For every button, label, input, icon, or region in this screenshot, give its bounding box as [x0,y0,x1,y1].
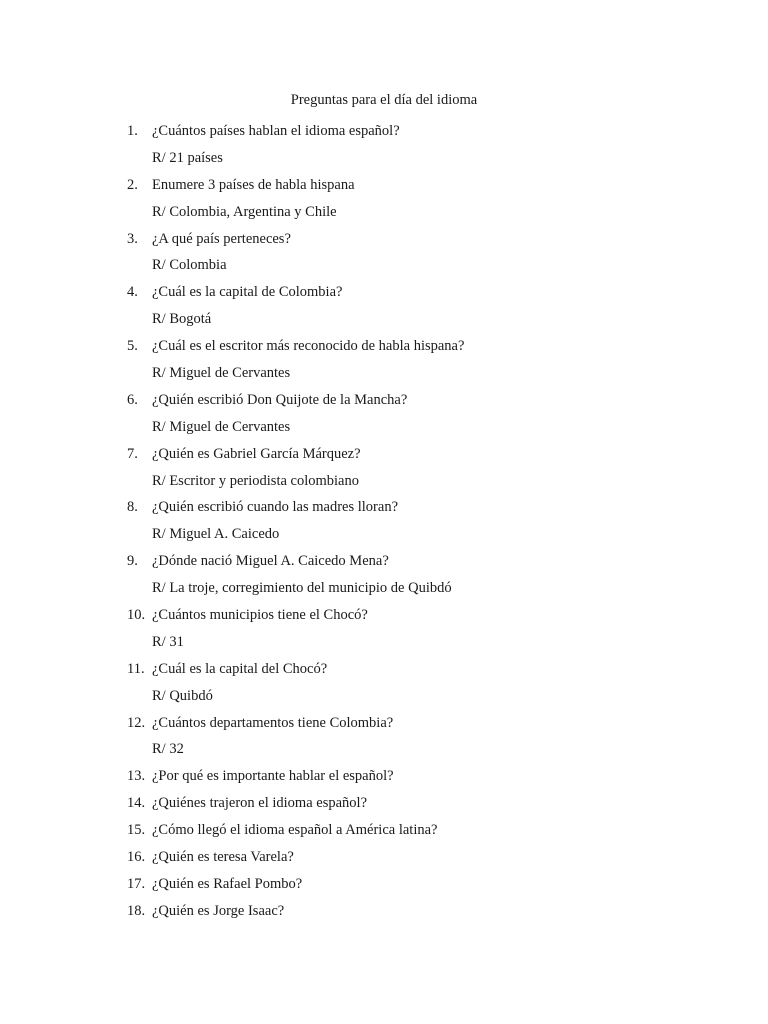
question-number: 9. [127,553,138,570]
question-item [127,548,727,602]
answer-text: R/ Miguel A. Caicedo [152,526,280,543]
question-item [127,441,727,495]
answer-text: R/ 32 [152,741,184,758]
question-number: 12. [127,714,146,731]
question-item [127,118,727,172]
question-line [127,898,727,925]
question-item [127,844,727,871]
question-item [127,602,727,656]
question-text: ¿Quién es Gabriel García Márquez? [152,445,361,462]
question-item [127,494,727,548]
question-list [127,118,727,925]
question-line [127,871,727,898]
question-line [127,790,727,817]
question-number: 13. [127,768,146,785]
question-item [127,226,727,280]
question-number: 7. [127,445,138,462]
question-number: 3. [127,230,138,247]
answer-text: R/ 21 países [152,149,223,166]
answer-text: R/ Colombia, Argentina y Chile [152,203,337,220]
question-line [127,817,727,844]
answer-text: R/ 31 [152,633,184,650]
answer-text: R/ La troje, corregimiento del municipio de Quibdó [152,580,452,597]
question-number: 18. [127,902,146,919]
answer-text: R/ Colombia [152,257,227,274]
question-text: ¿Por qué es importante hablar el español? [152,768,394,785]
question-number: 4. [127,284,138,301]
question-line [127,656,727,683]
question-text: ¿Quién escribió Don Quijote de la Mancha? [152,391,408,408]
question-text: ¿Quién es Jorge Isaac? [152,902,285,919]
question-number: 10. [127,607,146,624]
question-item [127,172,727,226]
question-text: ¿Quién escribió cuando las madres lloran? [152,499,399,516]
question-line [127,118,727,145]
question-number: 17. [127,875,146,892]
question-text: ¿Quiénes trajeron el idioma español? [152,795,368,812]
question-text: ¿Cuál es la capital de Colombia? [152,284,343,301]
question-line [127,226,727,253]
question-item [127,656,727,710]
question-line [127,763,727,790]
question-text: ¿Quién es teresa Varela? [152,849,294,866]
question-item [127,871,727,898]
answer-text: R/ Bogotá [152,311,212,328]
question-line [127,602,727,629]
question-text: ¿Quién es Rafael Pombo? [152,875,303,892]
question-number: 15. [127,822,146,839]
question-item [127,710,727,764]
question-line [127,333,727,360]
question-line [127,548,727,575]
question-text: ¿A qué país perteneces? [152,230,291,247]
question-number: 8. [127,499,138,516]
question-text: ¿Dónde nació Miguel A. Caicedo Mena? [152,553,389,570]
question-text: ¿Cómo llegó el idioma español a América latina? [152,822,438,839]
answer-text: R/ Escritor y periodista colombiano [152,472,359,489]
question-item [127,790,727,817]
answer-text: R/ Miguel de Cervantes [152,365,291,382]
question-number: 5. [127,338,138,355]
question-item [127,898,727,925]
question-number: 14. [127,795,146,812]
question-line [127,441,727,468]
question-line [127,494,727,521]
question-number: 11. [127,660,145,677]
question-item [127,763,727,790]
question-text: ¿Cuántos departamentos tiene Colombia? [152,714,394,731]
question-text: ¿Cuál es el escritor más reconocido de habla hispana? [152,338,465,355]
question-line [127,279,727,306]
answer-text: R/ Miguel de Cervantes [152,418,291,435]
question-text: ¿Cuántos municipios tiene el Chocó? [152,607,368,624]
answer-text: R/ Quibdó [152,687,213,704]
question-number: 6. [127,391,138,408]
question-line [127,387,727,414]
question-line [127,844,727,871]
question-number: 1. [127,123,138,139]
question-item [127,279,727,333]
question-line [127,710,727,737]
question-text: Enumere 3 países de habla hispana [152,176,355,193]
question-line [127,172,727,199]
question-item [127,387,727,441]
question-number: 2. [127,176,138,193]
question-item [127,333,727,387]
question-text: ¿Cuántos países hablan el idioma español? [152,123,400,139]
question-item [127,817,727,844]
page-title: Preguntas para el día del idioma [290,92,478,108]
question-number: 16. [127,849,146,866]
question-text: ¿Cuál es la capital del Chocó? [152,660,328,677]
